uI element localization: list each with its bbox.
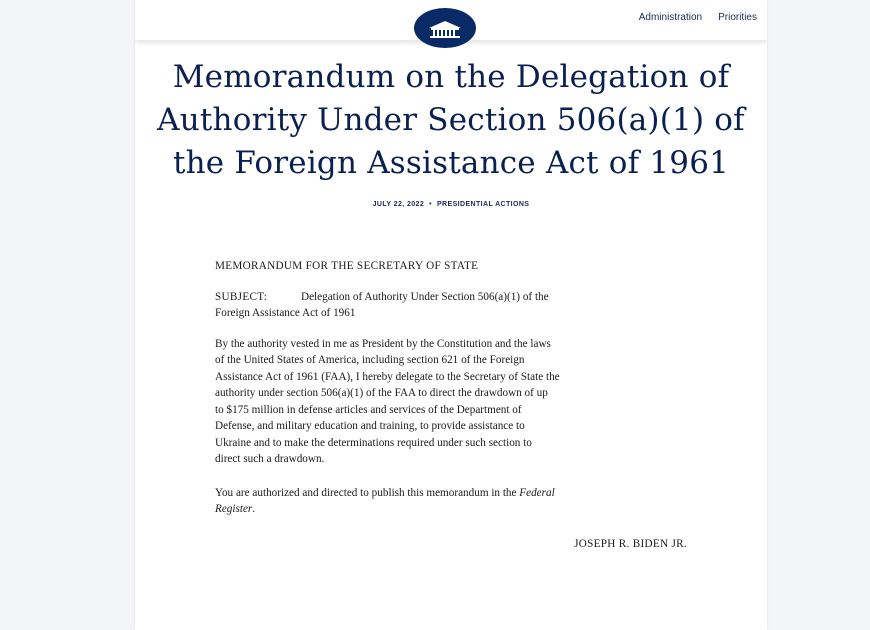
paragraph-line: Assistance Act of 1961 (FAA), I hereby delegate to the Secretary of State the — [215, 370, 560, 383]
document-page — [135, 0, 767, 630]
category-link[interactable]: PRESIDENTIAL ACTIONS — [436, 201, 530, 208]
publish-period: . — [252, 503, 256, 515]
paragraph-line: to $175 million in defense articles and services of the Department of — [215, 403, 522, 416]
post-meta — [135, 201, 767, 208]
memorandum-body — [215, 258, 695, 552]
publish-italic-register: Register — [215, 503, 253, 515]
nav-link-administration[interactable]: Administration — [638, 12, 703, 23]
white-house-logo[interactable] — [414, 8, 476, 48]
paragraph-line: authority under section 506(a)(1) of the FAA to direct the drawdown of up — [215, 387, 548, 399]
paragraph-line: Ukraine and to make the determinations required under such section to — [215, 436, 532, 449]
paragraph-line: Defense, and military education and training, to provide assistance to — [215, 420, 525, 432]
memo-signature: JOSEPH R. BIDEN JR. — [574, 537, 687, 550]
meta-separator: • — [429, 201, 432, 208]
title-line: the Foreign Assistance Act of 1961 — [172, 145, 730, 181]
memo-paragraph — [215, 336, 695, 468]
subject-label: SUBJECT: — [215, 290, 268, 303]
publish-italic-federal: Federal — [519, 486, 555, 499]
page-title — [135, 56, 767, 185]
white-house-icon — [425, 16, 465, 40]
title-line: Authority Under Section 506(a)(1) of — [157, 102, 745, 138]
subject-text-line1: Delegation of Authority Under Section 506(a)(1) of the — [301, 290, 549, 303]
memo-subject — [215, 289, 695, 322]
memo-publish-directive — [215, 485, 695, 518]
memo-addressee: MEMORANDUM FOR THE SECRETARY OF STATE — [215, 260, 479, 272]
publish-text: You are authorized and directed to publish this memorandum in the — [215, 486, 517, 499]
paragraph-line: of the United States of America, including section 621 of the Foreign — [215, 354, 525, 366]
paragraph-line: By the authority vested in me as President by the Constitution and the laws — [215, 337, 551, 350]
subject-text-line2: Foreign Assistance Act of 1961 — [215, 307, 356, 319]
title-line: Memorandum on the Delegation of — [172, 59, 730, 95]
paragraph-line: direct such a drawdown. — [215, 453, 325, 465]
post-date: JULY 22, 2022 — [372, 201, 425, 208]
header-nav — [639, 12, 757, 23]
nav-link-priorities[interactable]: Priorities — [718, 12, 757, 23]
